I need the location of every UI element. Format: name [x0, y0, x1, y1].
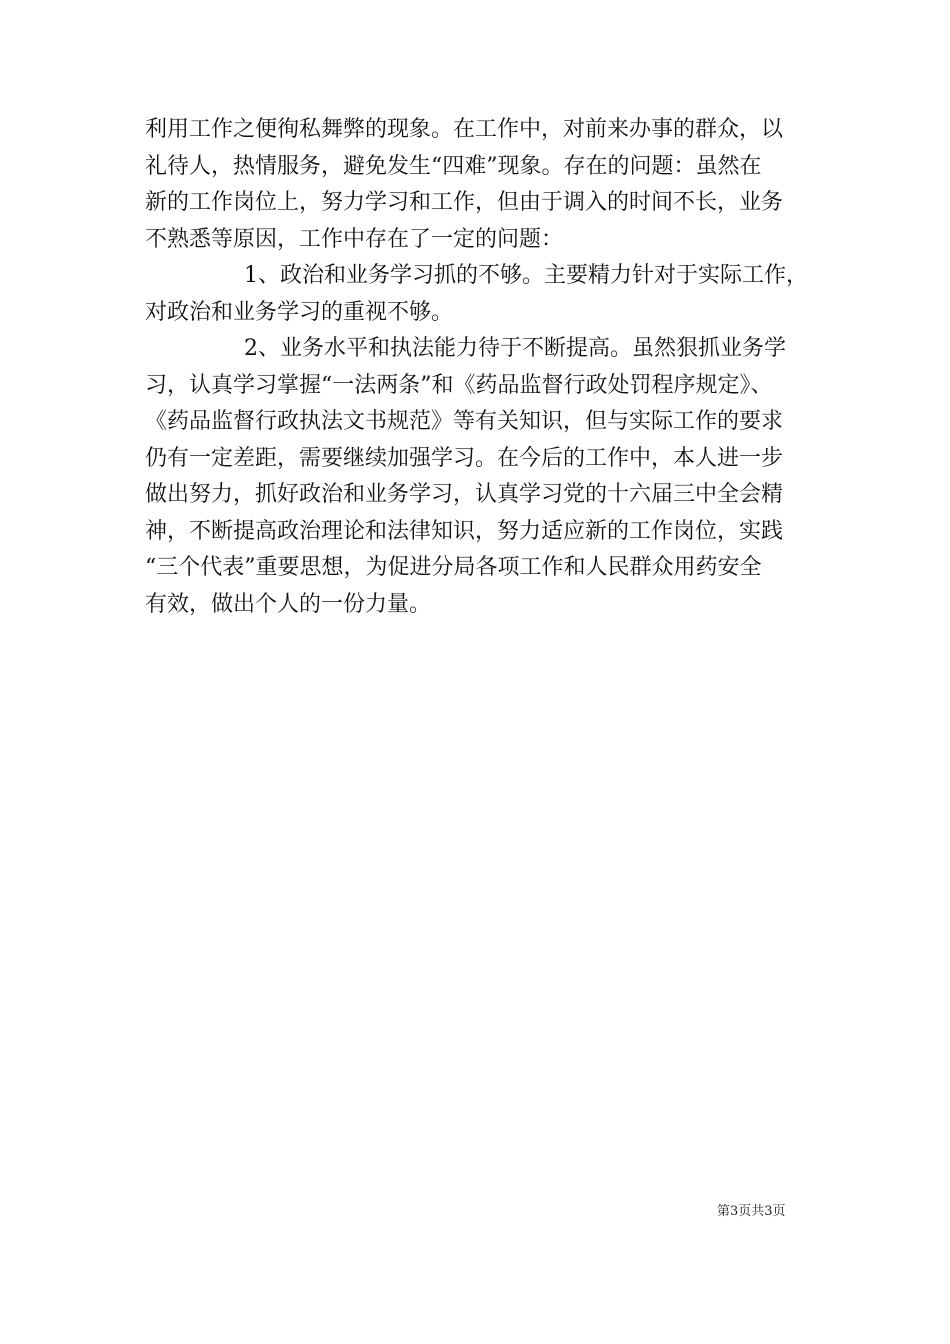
text-line: 新的工作岗位上，努力学习和工作，但由于调入的时间不长，业务 [145, 190, 784, 215]
text-line: 习，认真学习掌握“一法两条”和《药品监督行政处罚程序规定》、 [145, 372, 773, 398]
text-line: 《药品监督行政执法文书规范》等有关知识，但与实际工作的要求 [145, 409, 784, 434]
text-line: 不熟悉等原因，工作中存在了一定的问题： [145, 226, 564, 252]
text-line: 礼待人，热情服务，避免发生“四难”现象。存在的问题：虽然在 [145, 153, 762, 179]
list-item-2-line: 2、业务水平和执法能力待于不断提高。虽然狠抓业务学 [244, 336, 786, 361]
body-text [145, 112, 825, 623]
text-line: 做出努力，抓好政治和业务学习，认真学习党的十六届三中全会精 [145, 482, 784, 507]
page-number-footer: 第3页共3页 [717, 1204, 786, 1219]
text-line: 对政治和业务学习的重视不够。 [145, 299, 454, 325]
list-item-1-line: 1、政治和业务学习抓的不够。主要精力针对于实际工作， [244, 263, 808, 288]
text-line: 有效，做出个人的一份力量。 [145, 591, 432, 617]
text-line: 仍有一定差距，需要继续加强学习。在今后的工作中，本人进一步 [145, 445, 784, 471]
text-line: “三个代表”重要思想，为促进分局各项工作和人民群众用药安全 [145, 555, 762, 580]
text-line: 神，不断提高政治理论和法律知识，努力适应新的工作岗位，实践 [145, 518, 784, 544]
text-line: 利用工作之便徇私舞弊的现象。在工作中，对前来办事的群众，以 [145, 117, 784, 142]
